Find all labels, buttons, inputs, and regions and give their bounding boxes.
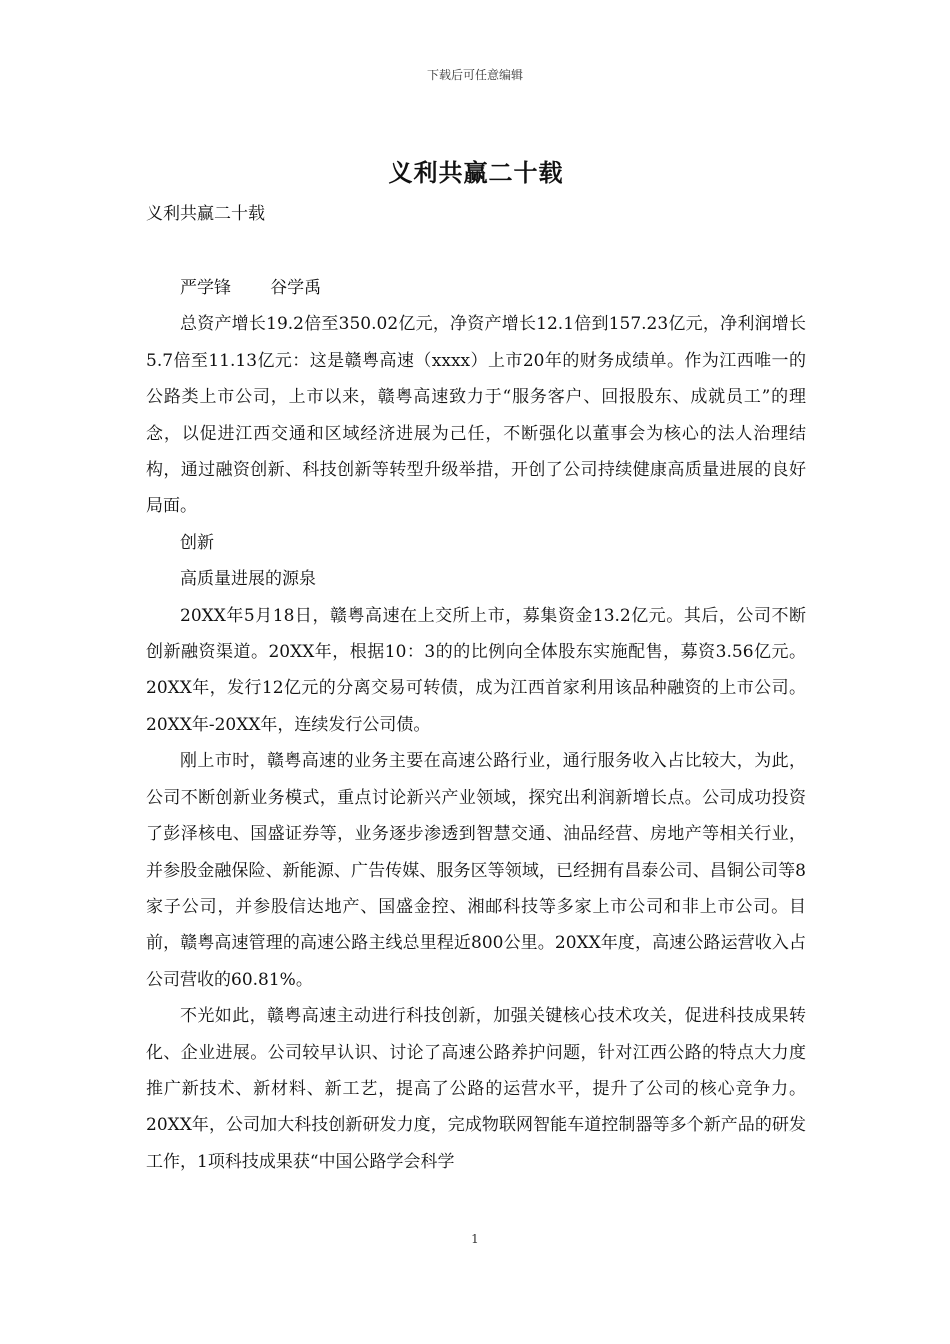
author-line bbox=[146, 270, 806, 306]
paragraph: 总资产增长19.2倍至350.02亿元，净资产增长12.1倍到157.23亿元，净利润增长5.7倍至11.13亿元：这是赣粤高速（xxxx）上市20年的财务成绩单。作为江西唯一的公路类上市公司，上市以来，赣粤高速致力于“服务客户、回报股东、成就员工”的理念，以促进江西交通和区域经济进展为己任，不断强化以董事会为核心的法人治理结构，通过融资创新、科技创新等转型升级举措，开创了公司持续健康高质量进展的良好局面。 bbox=[146, 314, 806, 517]
paragraph: 20XX年5月18日，赣粤高速在上交所上市，募集资金13.2亿元。其后，公司不断创新融资渠道。20XX年，根据10：3的的比例向全体股东实施配售，募资3.56亿元。20XX年，发行12亿元的分离交易可转债，成为江西首家利用该品种融资的上市公司。20XX年-20XX年，连续发行公司债。 bbox=[146, 605, 806, 735]
author-name: 严学锋 bbox=[180, 278, 231, 298]
page-header: 下载后可任意编辑 bbox=[426, 68, 523, 82]
author-name: 谷学禹 bbox=[270, 278, 322, 298]
document-title: 义利共赢二十载 bbox=[388, 158, 564, 187]
section-subheading: 高质量进展的源泉 bbox=[180, 569, 316, 590]
page-number: 1 bbox=[471, 1232, 479, 1246]
paragraph: 刚上市时，赣粤高速的业务主要在高速公路行业，通行服务收入占比较大，为此，公司不断创新业务模式，重点讨论新兴产业领域，探究出利润新增长点。公司成功投资了彭泽核电、国盛证券等，业务逐步渗透到智慧交通、油品经营、房地产等相关行业，并参股金融保险、新能源、广告传媒、服务区等领域，已经拥有昌泰公司、昌铜公司等8家子公司，并参股信达地产、国盛金控、湘邮科技等多家上市公司和非上市公司。目前，赣粤高速管理的高速公路主线总里程近800公里。20XX年度，高速公路运营收入占公司营收的60.81%。 bbox=[146, 751, 806, 990]
paragraph: 不光如此，赣粤高速主动进行科技创新，加强关键核心技术攻关，促进科技成果转化、企业进展。公司较早认识、讨论了高速公路养护问题，针对江西公路的特点大力度推广新技术、新材料、新工艺，提高了公路的运营水平，提升了公司的核心竞争力。20XX年，公司加大科技创新研发力度，完成物联网智能车道控制器等多个新产品的研发工作，1项科技成果获“中国公路学会科学 bbox=[146, 1006, 806, 1172]
blank-line bbox=[146, 232, 806, 270]
document-body bbox=[146, 150, 806, 1180]
section-heading: 创新 bbox=[180, 532, 214, 553]
document-subtitle: 义利共赢二十载 bbox=[146, 204, 265, 224]
